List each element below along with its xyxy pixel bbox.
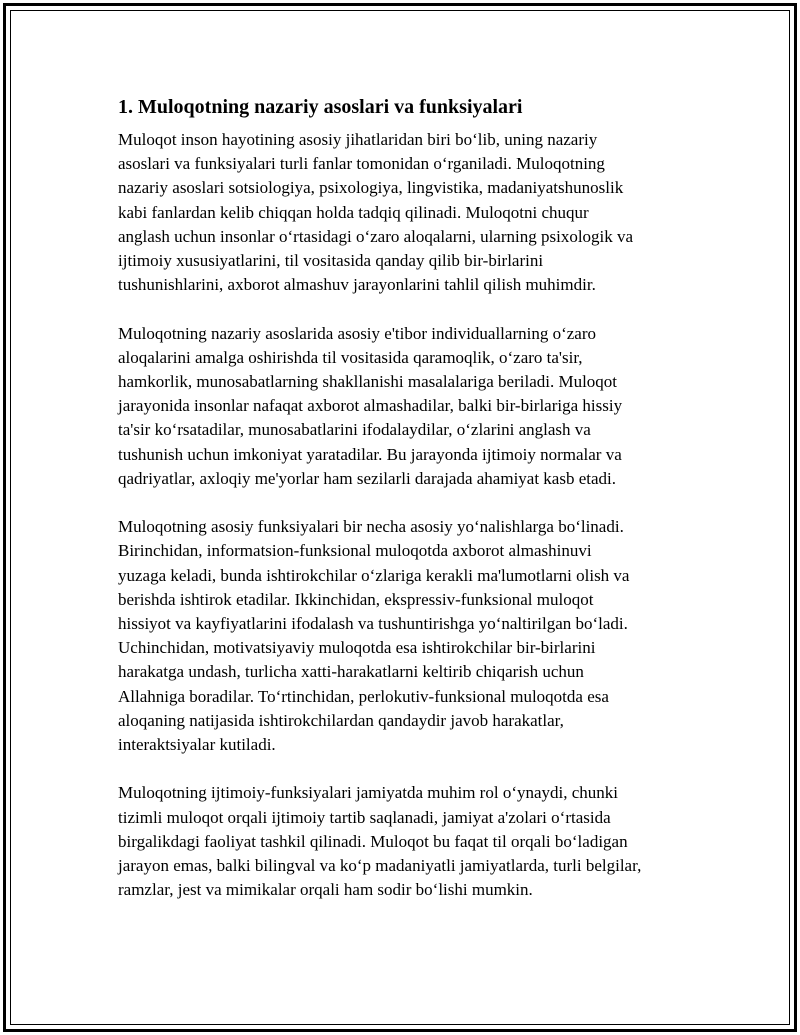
paragraph-line: Allahniga boradilar. To‘rtinchidan, perlokutiv-funksional muloqotda esa [118,686,609,706]
paragraph-line: Muloqot inson hayotining asosiy jihatlaridan biri bo‘lib, uning nazariy [118,130,598,149]
paragraph-3 [118,515,698,757]
paragraph-line: ta'sir ko‘rsatadilar, munosabatlarini ifodalaydilar, o‘zlarini anglash va [118,420,591,440]
paragraph-line: ijtimoiy xususiyatlarini, til vositasida qanday qilib bir-birlarini [118,251,544,271]
paragraph-line: qadriyatlar, axloqiy me'yorlar ham sezilarli darajada ahamiyat kasb etadi. [118,468,617,488]
paragraph-line: Uchinchidan, motivatsiyaviy muloqotda esa ishtirokchilar bir-birlarini [118,638,596,658]
paragraph-line: jarayon emas, balki bilingval va ko‘p madaniyatli jamiyatlarda, turli belgilar, [118,856,642,876]
paragraph-line: aloqaning natijasida ishtirokchilardan qandaydir javob harakatlar, [118,710,564,730]
paragraph-line: nazariy asoslari sotsiologiya, psixologiya, lingvistika, madaniyatshunoslik [118,178,624,198]
paragraph-line: yuzaga keladi, bunda ishtirokchilar o‘zlariga kerakli ma'lumotlarni olish va [118,565,630,585]
paragraph-line: hamkorlik, munosabatlarning shakllanishi masalalariga beriladi. Muloqot [118,372,618,392]
paragraph-4 [118,781,698,902]
paragraph-line: anglash uchun insonlar o‘rtasidagi o‘zaro aloqalarni, ularning psixologik va [118,226,634,246]
paragraph-line: jarayonida insonlar nafaqat axborot almashadilar, balki bir-birlariga hissiy [118,396,623,416]
document-body [118,92,698,927]
paragraph-line: ramzlar, jest va mimikalar orqali ham sodir bo‘lishi mumkin. [118,880,533,900]
paragraph-line: kabi fanlardan kelib chiqqan holda tadqiq qilinadi. Muloqotni chuqur [118,202,589,222]
section-title: 1. Muloqotning nazariy asoslari va funksiyalari [118,96,523,118]
paragraph-line: Muloqotning ijtimoiy-funksiyalari jamiyatda muhim rol o‘ynaydi, chunki [118,783,619,803]
paragraph-line: tizimli muloqot orqali ijtimoiy tartib saqlanadi, jamiyat a'zolari o‘rtasida [118,807,611,827]
paragraph-line: harakatga undash, turlicha xatti-harakatlarni keltirib chiqarish uchun [118,662,584,682]
paragraph-line: hissiyot va kayfiyatlarini ifodalash va tushuntirishga yo‘naltirilgan bo‘ladi. [118,614,628,634]
paragraph-line: aloqalarini amalga oshirishda til vositasida qaramoqlik, o‘zaro ta'sir, [118,347,583,367]
paragraph-line: berishda ishtirok etadilar. Ikkinchidan, ekspressiv-funksional muloqot [118,589,594,609]
paragraph-line: asoslari va funksiyalari turli fanlar tomonidan o‘rganiladi. Muloqotning [118,154,605,174]
paragraph-line: birgalikdagi faoliyat tashkil qilinadi. Muloqot bu faqat til orqali bo‘ladigan [118,831,628,851]
paragraph-1 [118,128,698,297]
paragraph-line: Muloqotning asosiy funksiyalari bir necha asosiy yo‘nalishlarga bo‘linadi. [118,517,624,537]
paragraph-2 [118,322,698,491]
paragraph-line: interaktsiyalar kutiladi. [118,735,276,755]
paragraph-line: Muloqotning nazariy asoslarida asosiy e'tibor individuallarning o‘zaro [118,323,597,343]
paragraph-line: Birinchidan, informatsion-funksional muloqotda axborot almashinuvi [118,541,592,561]
paragraph-line: tushunish uchun imkoniyat yaratadilar. Bu jarayonda ijtimoiy normalar va [118,444,622,464]
paragraph-line: tushunishlarini, axborot almashuv jarayonlarini tahlil qilish muhimdir. [118,275,596,295]
